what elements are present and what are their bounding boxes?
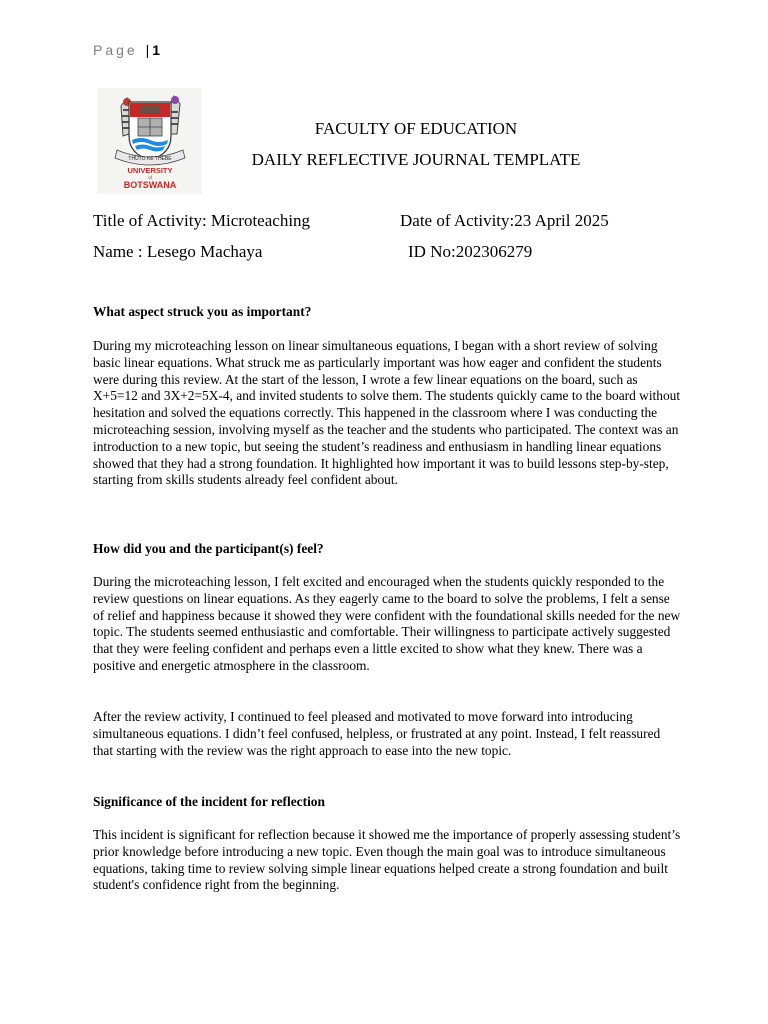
page-label: Page bbox=[93, 42, 138, 58]
paragraph-significance bbox=[93, 827, 683, 894]
paragraph-feel-2 bbox=[93, 709, 683, 759]
paragraph-important bbox=[93, 338, 683, 489]
logo-text-university: UNIVERSITY bbox=[127, 166, 173, 175]
paragraph-text: This incident is significant for reflection because it showed me the importance of properly assessing student’s prior knowledge before introducing a new topic. Even though the main goal was to introduce simultaneous equations, taking time to review solving simple linear equations helped create a strong foundation and built student's confidence right from the beginning. bbox=[93, 827, 681, 893]
page-header bbox=[93, 42, 160, 58]
section-heading-important: What aspect struck you as important? bbox=[93, 304, 312, 319]
logo-motto: THUTO KE THEBE bbox=[128, 156, 172, 162]
faculty-title: FACULTY OF EDUCATION bbox=[314, 119, 518, 138]
university-logo bbox=[97, 88, 202, 194]
page-number: 1 bbox=[152, 42, 161, 58]
activity-date-field: Date of Activity:23 April 2025 bbox=[400, 211, 609, 230]
template-title: DAILY REFLECTIVE JOURNAL TEMPLATE bbox=[251, 150, 581, 169]
paragraph-feel-1 bbox=[93, 574, 683, 675]
logo-text-botswana: BOTSWANA bbox=[123, 180, 177, 190]
paragraph-text: During the microteaching lesson, I felt excited and encouraged when the students quickly responded to the review questions on linear equations. As they eagerly came to the board to solve the problems, I felt a sense of relief and happiness because it showed they were confident with the foundational skills needed for the new topic. The students seemed enthusiastic and comfortable. Their willingness to participate actively suggested that they were feeling confident and perhaps even a little excited to show what they knew. There was a positive and energetic atmosphere in the classroom. bbox=[93, 574, 681, 673]
activity-title-field: Title of Activity: Microteaching bbox=[93, 211, 311, 230]
id-field: ID No:202306279 bbox=[408, 242, 533, 261]
page-separator: | bbox=[145, 42, 150, 58]
paragraph-text: After the review activity, I continued to feel pleased and motivated to move forward into introducing simultaneous equations. I didn’t feel confused, helpless, or frustrated at any point. Instead, I felt reassured that starting with the review was the right approach to ease into the new topic. bbox=[93, 709, 661, 758]
section-heading-feel: How did you and the participant(s) feel? bbox=[93, 541, 324, 556]
section-heading-significance: Significance of the incident for reflection bbox=[93, 794, 325, 809]
paragraph-text: During my microteaching lesson on linear simultaneous equations, I began with a short review of solving basic linear equations. What struck me as particularly important was how eager and confident the students were during this review. At the start of the lesson, I wrote a few linear equations on the board, such as X+5=12 and 3X+2=5X-4, and invited students to solve them. The students quickly came to the board without hesitation and solved the equations correctly. This happened in the classroom where I was conducting the microteaching session, involving myself as the teacher and the students who participated. The context was an introduction to a new topic, but seeing the student’s readiness and enthusiasm in handling linear equations showed that they had a strong foundation. It highlighted how important it was to build lessons step-by-step, starting from skills students already feel confident about. bbox=[93, 338, 681, 488]
name-field: Name : Lesego Machaya bbox=[93, 242, 263, 261]
logo-text-of: of bbox=[148, 175, 152, 180]
